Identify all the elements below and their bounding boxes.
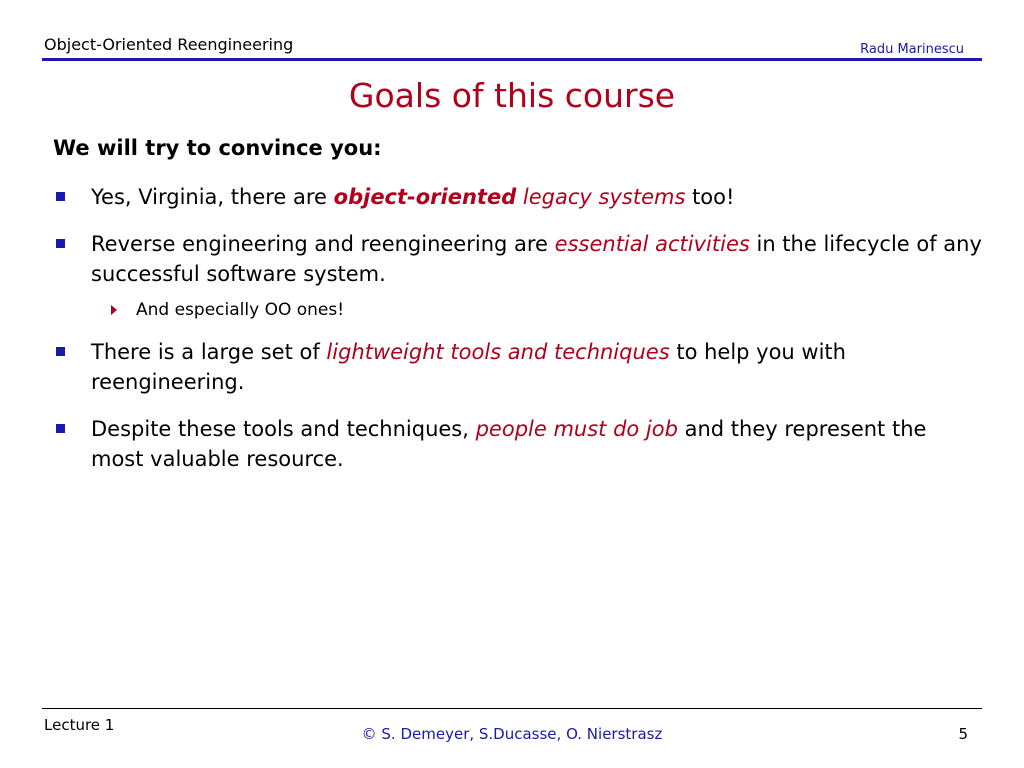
author-name: Radu Marinescu	[860, 42, 964, 57]
square-bullet-icon	[56, 424, 65, 433]
bullet-text: in the lifecycle of any successful software system.	[91, 232, 982, 286]
footer-divider	[42, 708, 982, 709]
bullet-list	[53, 182, 983, 491]
bullet-item	[53, 414, 983, 474]
bullet-text: Reverse engineering and reengineering are	[91, 232, 555, 256]
intro-text: We will try to convince you:	[53, 136, 382, 160]
triangle-bullet-icon	[111, 305, 117, 315]
emphasis-text: people must do job	[475, 417, 678, 441]
bullet-text: Yes, Virginia, there are	[91, 185, 334, 209]
bullet-text: and they represent the most valuable resource.	[91, 417, 927, 471]
bullet-item	[53, 229, 983, 289]
emphasis-text: essential activities	[554, 232, 750, 256]
sub-bullet-text: And especially OO ones!	[136, 300, 345, 320]
square-bullet-icon	[56, 192, 65, 201]
copyright-text: © S. Demeyer, S.Ducasse, O. Nierstrasz	[361, 725, 663, 743]
bullet-text: Despite these tools and techniques,	[91, 417, 476, 441]
page-number: 5	[958, 725, 968, 743]
lecture-label: Lecture 1	[44, 716, 115, 734]
course-title: Object-Oriented Reengineering	[44, 35, 294, 54]
header-divider	[42, 58, 982, 61]
sub-bullet-item	[53, 297, 983, 323]
emphasis-text: lightweight tools and techniques	[326, 340, 670, 364]
emphasis-text: legacy systems	[516, 185, 686, 209]
square-bullet-icon	[56, 239, 65, 248]
bullet-text: to help you with reengineering.	[91, 340, 846, 394]
emphasis-text: object-oriented	[333, 185, 517, 209]
bullet-text: There is a large set of	[91, 340, 327, 364]
slide-title: Goals of this course	[348, 76, 676, 115]
bullet-item	[53, 337, 983, 397]
square-bullet-icon	[56, 347, 65, 356]
bullet-item	[53, 182, 983, 212]
bullet-text: too!	[685, 185, 735, 209]
